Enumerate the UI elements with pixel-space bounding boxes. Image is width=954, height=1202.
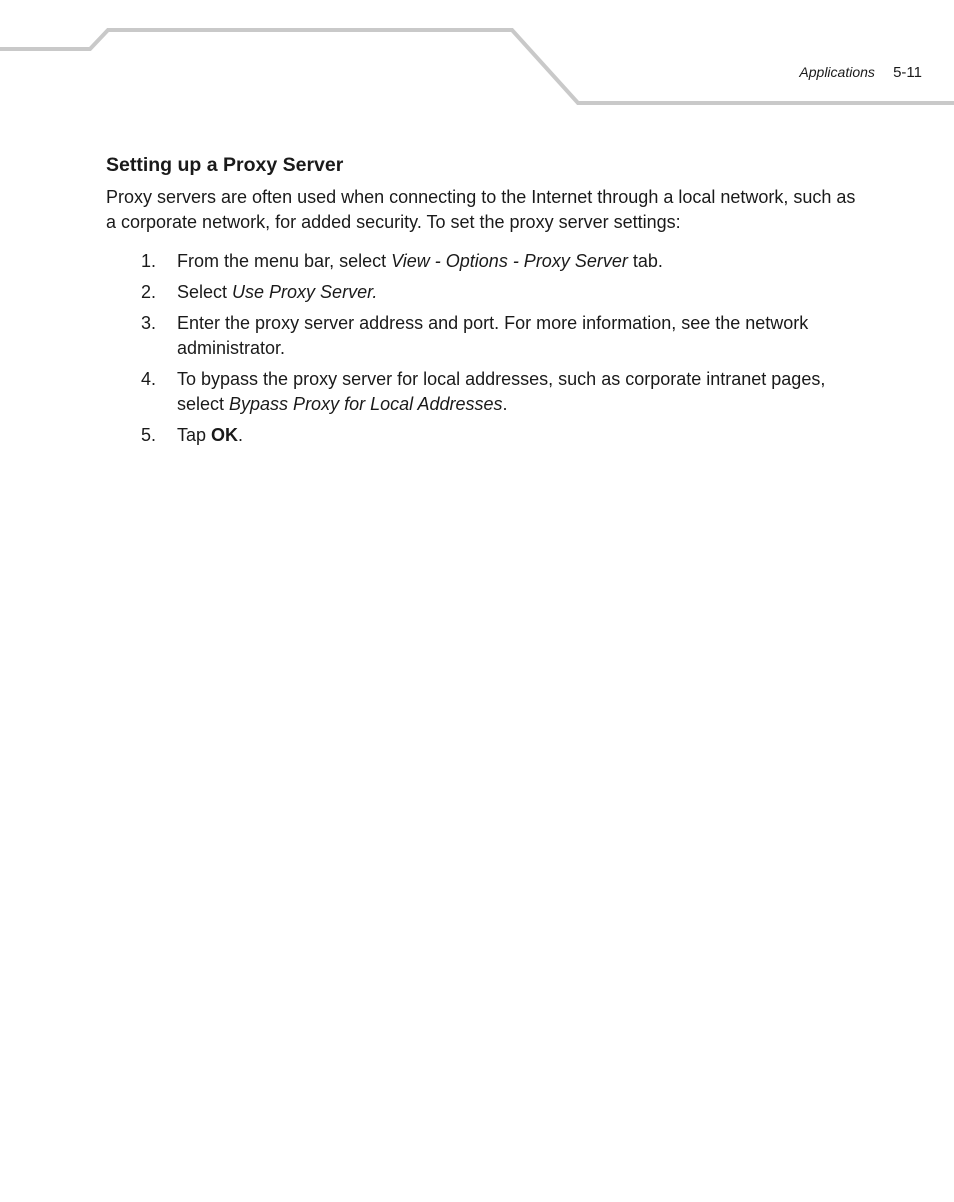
step-item: [106, 423, 866, 448]
step-text: Tap: [177, 425, 212, 445]
header-rule: [0, 0, 954, 120]
step-number: 3.: [141, 313, 157, 333]
step-menu-path: View - Options - Proxy Server: [391, 251, 628, 271]
step-text: From the menu bar, select: [177, 251, 392, 271]
step-text-end: .: [238, 425, 244, 445]
section-title: Setting up a Proxy Server: [106, 154, 344, 176]
step-item: [106, 280, 866, 305]
step-number: 1.: [141, 251, 157, 271]
step-text: To bypass the proxy server for local addresses, such as corporate intranet pages, select: [177, 369, 826, 414]
main-content: [106, 152, 866, 454]
running-head-section: Applications: [799, 64, 875, 80]
step-button-name: OK: [211, 425, 239, 445]
step-text: Select: [177, 282, 233, 302]
step-item: [106, 249, 866, 274]
step-number: 4.: [141, 369, 157, 389]
running-head: [799, 64, 922, 81]
step-item: [106, 367, 866, 417]
step-number: 2.: [141, 282, 157, 302]
intro-paragraph: Proxy servers are often used when connecting to the Internet through a local network, such as a corporate network, for added security. To set the proxy server settings:: [106, 187, 856, 232]
steps-list: [106, 249, 866, 448]
step-option-name: Bypass Proxy for Local Addresses: [229, 394, 503, 414]
step-text-end: .: [502, 394, 508, 414]
step-text: Enter the proxy server address and port. For more information, see the network administrator.: [177, 313, 809, 358]
step-number: 5.: [141, 425, 157, 445]
step-text-end: tab.: [627, 251, 663, 271]
step-option-name: Use Proxy Server.: [232, 282, 378, 302]
page-number: 5-11: [893, 64, 922, 81]
step-item: [106, 311, 866, 361]
